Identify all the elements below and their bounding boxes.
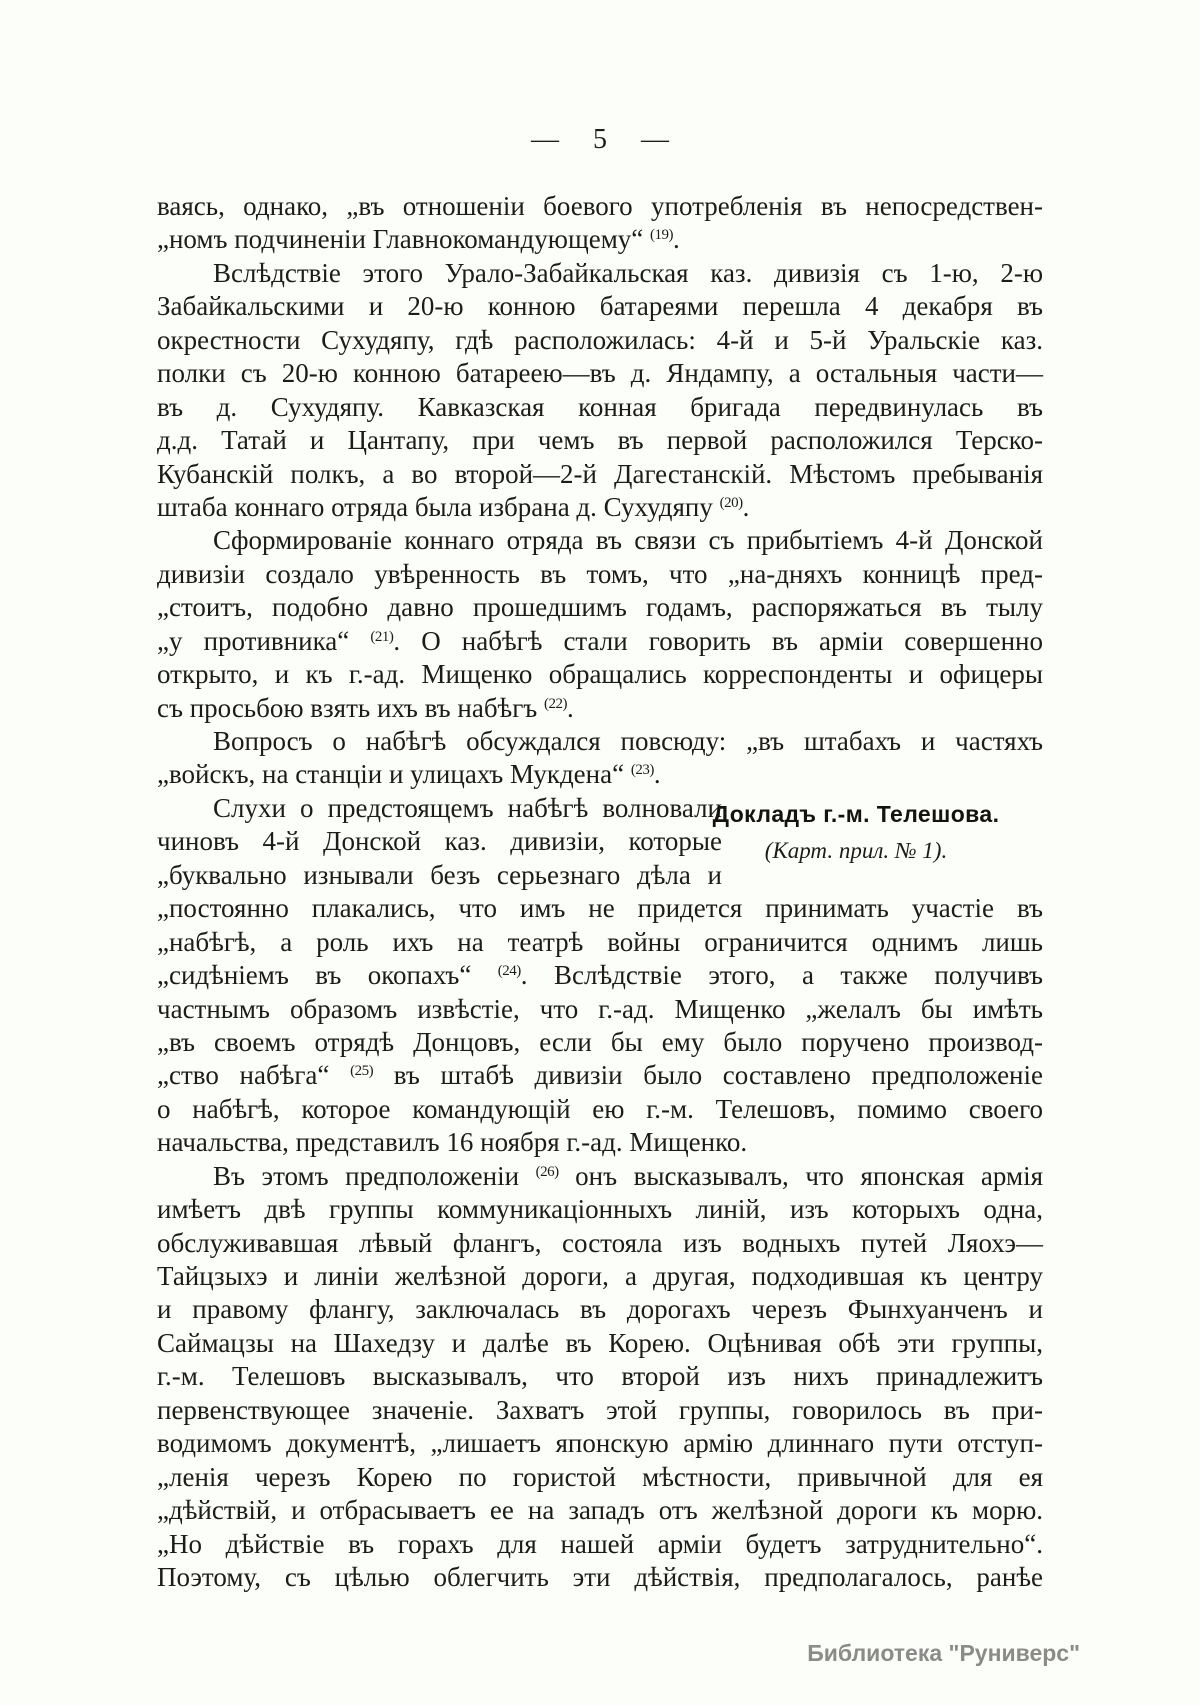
- text-line: ваясь, однако, „въ отношеніи боевого употребленія въ непосредствен-: [157, 191, 1043, 221]
- text-line: чиновъ 4-й Донской каз. дивизіи, которые: [157, 826, 722, 857]
- text-line: окрестности Сухудяпу, гдѣ расположилась: 4-й и 5-й Уральскіе каз.: [157, 324, 1043, 355]
- footnote-ref: (19): [650, 227, 674, 244]
- text-line: первенствующее значеніе. Захватъ этой группы, говорилось въ при-: [157, 1394, 1043, 1425]
- footnote-ref: (26): [535, 1163, 559, 1180]
- text-line: дивизіи создало увѣренность въ томъ, что „на-дняхъ конницѣ пред-: [157, 558, 1043, 589]
- text-line: д.д. Татай и Цантапу, при чемъ въ первой расположился Терско-: [157, 425, 1043, 456]
- text-line: „въ своемъ отрядѣ Донцовъ, если бы ему было поручено производ-: [157, 1026, 1043, 1057]
- text-line: „постоянно плакались, что имъ не придется принимать участіе въ: [157, 893, 1043, 924]
- header-dash-right: —: [641, 124, 669, 155]
- text-line: г.-м. Телешовъ высказывалъ, что второй изъ нихъ принадлежитъ: [157, 1361, 1043, 1392]
- text-line: „стоитъ, подобно давно прошедшимъ годамъ, распоряжаться въ тылу: [157, 592, 1043, 623]
- margin-note-caption: (Карт. прил. № 1).: [764, 838, 948, 863]
- watermark: Библиотека "Руниверс": [807, 1640, 1080, 1666]
- text-line: частнымъ образомъ извѣстіе, что г.-ад. Мищенко „желалъ бы имѣть: [157, 993, 1043, 1024]
- page-number: 5: [593, 124, 607, 155]
- text-line: Кубанскій полкъ, а во второй—2-й Дагестанскій. Мѣстомъ пребыванія: [157, 458, 1043, 489]
- text-line: открыто, и къ г.-ад. Мищенко обращались корреспонденты и офицеры: [157, 659, 1043, 690]
- text-line: „сидѣніемъ въ окопахъ“ $^{(24)}$. Вслѣдствіе этого, а также получивъ: [157, 960, 1043, 991]
- text-line: „набѣгѣ, а роль ихъ на театрѣ войны ограничится однимъ лишь: [157, 926, 1043, 957]
- text-line: штаба коннаго отряда была избрана д. Сухудяпу $^{(20)}$.: [157, 491, 750, 522]
- text-line: Поэтому, съ цѣлью облегчить эти дѣйствія, предполагалось, ранѣе: [157, 1561, 1043, 1592]
- text-line: „ство набѣга“ $^{(25)}$ въ штабѣ дивизіи было составлено предположеніе: [157, 1060, 1043, 1091]
- text-line: „дѣйствій, и отбрасываетъ ее на западъ отъ желѣзной дороги къ морю.: [157, 1495, 1043, 1526]
- text-line: и правому флангу, заключалась въ дорогахъ черезъ Фынхуанченъ и: [157, 1294, 1043, 1325]
- margin-note: [700, 800, 1012, 864]
- text-line: съ просьбою взять ихъ въ набѣгъ $^{(22)}$.: [157, 692, 574, 723]
- text-line: „ленія черезъ Корею по гористой мѣстности, привычной для ея: [157, 1461, 1043, 1492]
- text-line: водимомъ документѣ, „лишаетъ японскую армію длиннаго пути отступ-: [157, 1428, 1043, 1459]
- text-line: Тайцзыхэ и линіи желѣзной дороги, а другая, подходившая къ центру: [157, 1261, 1043, 1291]
- header-dash-left: —: [531, 124, 559, 155]
- text-block: [157, 190, 1043, 1594]
- text-line: „номъ подчиненіи Главнокомандующему“ $^{(19)}$.: [157, 224, 680, 255]
- text-line: начальства, представилъ 16 ноября г.-ад. Мищенко.: [157, 1127, 748, 1158]
- text-line: обслуживавшая лѣвый флангъ, состояла изъ водныхъ путей Ляохэ—: [157, 1227, 1043, 1258]
- text-line: Слухи о предстоящемъ набѣгѣ волновали: [213, 792, 722, 823]
- text-line: Саймацзы на Шахедзу и далѣе въ Корею. Оцѣнивая обѣ эти группы,: [157, 1327, 1043, 1358]
- footnote-ref: (24): [497, 963, 521, 980]
- footnote-ref: (23): [630, 762, 654, 779]
- footnote-ref: (22): [544, 695, 568, 712]
- footnote-ref: (21): [370, 628, 394, 645]
- text-line: Сформированіе коннаго отряда въ связи съ прибытіемъ 4-й Донской: [213, 525, 1043, 556]
- text-line: Вопросъ о набѣгѣ обсуждался повсюду: „въ штабахъ и частяхъ: [213, 726, 1043, 756]
- text-line: „войскъ, на станціи и улицахъ Мукдена“ $^{(23)}$.: [157, 759, 661, 790]
- text-line: „буквально изнывали безъ серьезнаго дѣла и: [157, 859, 722, 890]
- page-number-header: [157, 124, 1043, 156]
- text-line: Забайкальскими и 20-ю конною батареями перешла 4 декабря въ: [157, 291, 1043, 322]
- text-line: „у противника“ $^{(21)}$. О набѣгѣ стали говорить въ арміи совершенно: [157, 625, 1043, 656]
- text-line: Въ этомъ предположеніи $^{(26)}$ онъ высказывалъ, что японская армія: [213, 1160, 1043, 1191]
- footnote-ref: (25): [350, 1063, 374, 1080]
- text-line: имѣетъ двѣ группы коммуникаціонныхъ линій, изъ которыхъ одна,: [157, 1194, 1043, 1225]
- text-line: о набѣгѣ, которое командующій ею г.-м. Телешовъ, помимо своего: [157, 1093, 1043, 1124]
- text-line: „Но дѣйствіе въ горахъ для нашей арміи будетъ затруднительно“.: [157, 1528, 1043, 1559]
- text-line: полки съ 20-ю конною батареею—въ д. Яндампу, а остальныя части—: [157, 358, 1043, 389]
- footnote-ref: (20): [719, 494, 743, 511]
- text-line: Вслѣдствіе этого Урало-Забайкальская каз. дивизія съ 1-ю, 2-ю: [213, 257, 1043, 288]
- margin-note-title: Докладъ г.-м. Телешова.: [712, 801, 1000, 827]
- text-line: въ д. Сухудяпу. Кавказская конная бригада передвинулась въ: [157, 391, 1043, 422]
